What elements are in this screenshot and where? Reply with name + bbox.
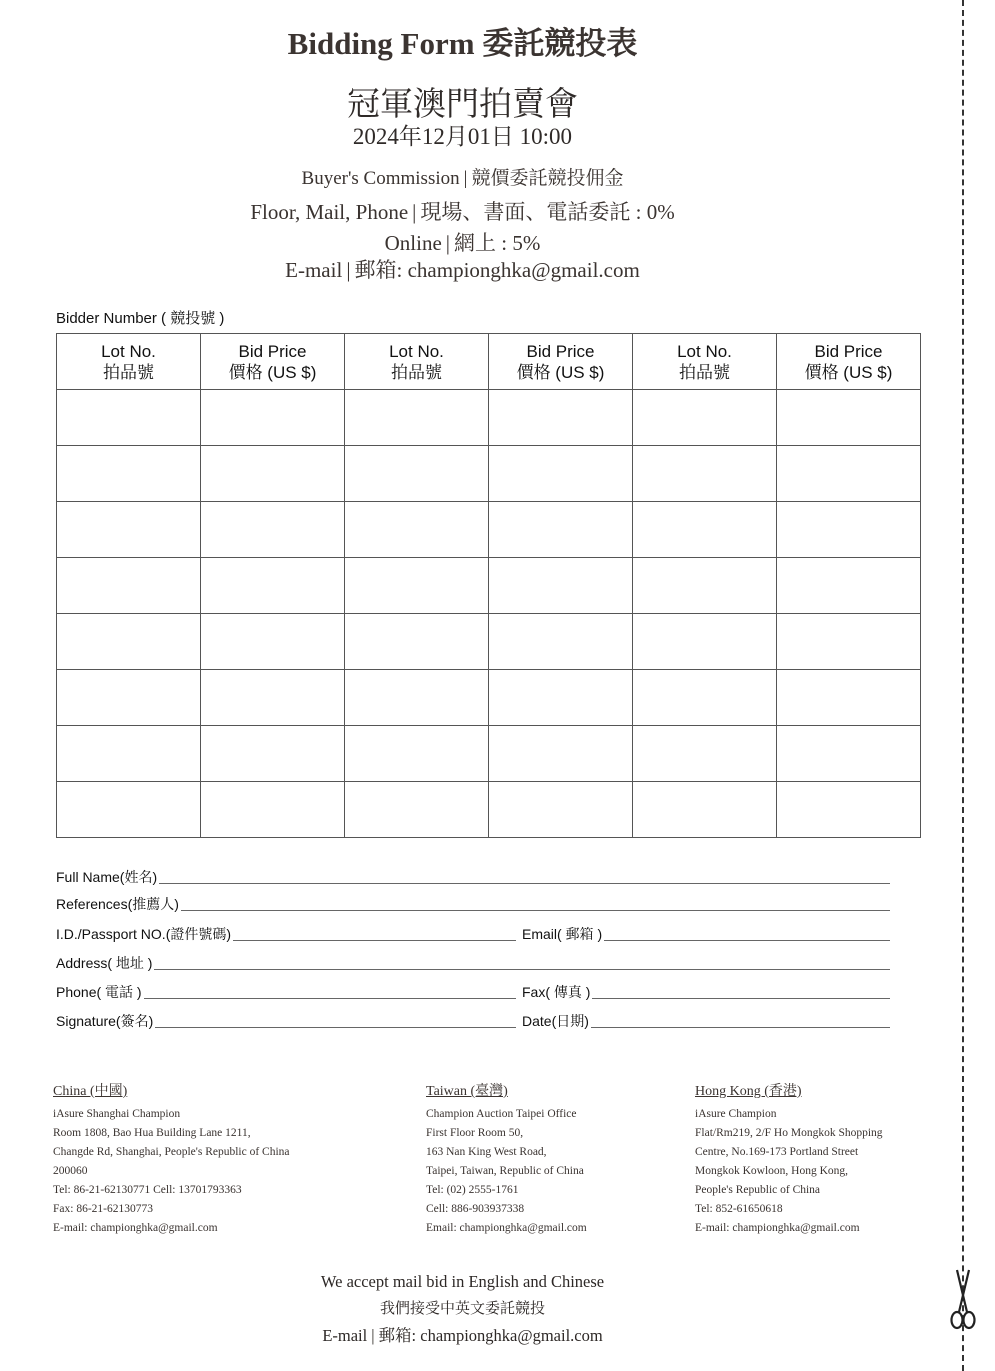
- office-line: People's Republic of China: [695, 1184, 821, 1196]
- bid-row: [57, 614, 921, 670]
- references-label: References(推薦人): [56, 896, 179, 912]
- office-line: Tel: 852-61650618: [695, 1203, 783, 1215]
- bid-price-cell[interactable]: [201, 614, 345, 670]
- office-line: E-mail: championghka@gmail.com: [53, 1222, 218, 1234]
- separator: |: [463, 168, 468, 189]
- email-label-en: E-mail: [285, 258, 343, 282]
- office-line: 163 Nan King West Road,: [426, 1146, 547, 1158]
- lot-no-cell[interactable]: [57, 726, 201, 782]
- bid-price-cell[interactable]: [201, 502, 345, 558]
- address-line[interactable]: [154, 968, 890, 970]
- lot-no-cell[interactable]: [633, 670, 777, 726]
- auction-datetime: 2024年12月01日 10:00: [352, 124, 573, 149]
- footer-line-en: We accept mail bid in English and Chinese: [320, 1272, 605, 1291]
- office-line: Cell: 886-903937338: [426, 1203, 525, 1215]
- lot-no-cell[interactable]: [57, 782, 201, 838]
- bid-row: [57, 446, 921, 502]
- column-header-en: Lot No.: [677, 341, 732, 361]
- bid-price-cell[interactable]: [489, 446, 633, 502]
- cut-line: [962, 0, 964, 1371]
- bid-row: [57, 390, 921, 446]
- lot-no-cell[interactable]: [633, 614, 777, 670]
- column-header-bid-price: [489, 334, 633, 390]
- office-taiwan: [426, 1082, 676, 1238]
- commission-title-zh: 競價委託競投佣金: [471, 168, 624, 189]
- column-header-bid-price: [201, 334, 345, 390]
- office-hongkong: [695, 1082, 935, 1238]
- commission-online: [0, 227, 925, 257]
- lot-no-cell[interactable]: [345, 726, 489, 782]
- bid-row: [57, 726, 921, 782]
- bid-row: [57, 558, 921, 614]
- full-name-line[interactable]: [159, 882, 890, 884]
- date-line[interactable]: [591, 1026, 890, 1028]
- fax-line[interactable]: [592, 997, 890, 999]
- commission-floor: [0, 196, 925, 226]
- id-passport-field[interactable]: [56, 924, 516, 944]
- commission-floor-en: Floor, Mail, Phone: [250, 200, 409, 224]
- date-label: Date(日期): [522, 1013, 589, 1029]
- signature-field[interactable]: [56, 1011, 516, 1031]
- lot-no-cell[interactable]: [345, 502, 489, 558]
- separator: |: [412, 200, 417, 224]
- lot-no-cell[interactable]: [345, 670, 489, 726]
- lot-no-cell[interactable]: [57, 670, 201, 726]
- form-title: Bidding Form 委託競投表: [287, 26, 638, 61]
- full-name-label: Full Name(姓名): [56, 869, 158, 885]
- column-header-lot-no: [345, 334, 489, 390]
- bid-row: [57, 670, 921, 726]
- lot-no-cell[interactable]: [633, 782, 777, 838]
- office-line: Email: championghka@gmail.com: [426, 1222, 587, 1234]
- bid-price-cell[interactable]: [777, 390, 921, 446]
- bid-price-cell[interactable]: [777, 614, 921, 670]
- phone-label: Phone( 電話 ): [56, 984, 142, 1000]
- commission-floor-zh: 現場、書面、電話委託 : 0%: [420, 200, 675, 224]
- lot-no-cell[interactable]: [345, 558, 489, 614]
- bid-table-header-row: [57, 334, 921, 390]
- contact-email-top: [0, 254, 925, 284]
- office-heading: Hong Kong (香港): [695, 1084, 802, 1099]
- bid-price-cell[interactable]: [489, 502, 633, 558]
- separator: |: [346, 258, 351, 282]
- bid-row: [57, 502, 921, 558]
- lot-no-cell[interactable]: [57, 390, 201, 446]
- lot-no-cell[interactable]: [633, 502, 777, 558]
- references-line[interactable]: [181, 909, 890, 911]
- bid-price-cell[interactable]: [777, 558, 921, 614]
- lot-no-cell[interactable]: [57, 558, 201, 614]
- signature-line[interactable]: [155, 1026, 516, 1028]
- office-line: iAsure Shanghai Champion: [53, 1108, 181, 1120]
- office-line: E-mail: championghka@gmail.com: [695, 1222, 860, 1234]
- footer-line-zh: 我們接受中英文委託競投: [379, 1301, 545, 1317]
- auction-name: 冠軍澳門拍賣會: [347, 87, 578, 123]
- bidder-number-label: Bidder Number ( 競投號 ): [56, 310, 225, 327]
- lot-no-cell[interactable]: [57, 614, 201, 670]
- lot-no-cell[interactable]: [57, 446, 201, 502]
- separator: |: [371, 1326, 375, 1345]
- phone-field[interactable]: [56, 982, 516, 1002]
- email-line[interactable]: [604, 939, 890, 941]
- column-header-en: Lot No.: [389, 341, 444, 361]
- column-header-zh: 拍品號: [679, 362, 730, 382]
- lot-no-cell[interactable]: [345, 614, 489, 670]
- full-name-field[interactable]: [56, 867, 890, 887]
- column-header-lot-no: [633, 334, 777, 390]
- fax-label: Fax( 傳真 ): [522, 984, 591, 1000]
- id-passport-label: I.D./Passport NO.(證件號碼): [56, 926, 232, 942]
- office-line: Mongkok Kowloon, Hong Kong,: [695, 1165, 849, 1177]
- bid-price-cell[interactable]: [201, 446, 345, 502]
- column-header-zh: 價格 (US $): [516, 362, 605, 382]
- commission-online-en: Online: [384, 231, 442, 255]
- scissors-icon: [948, 1268, 978, 1332]
- office-line: Tel: (02) 2555-1761: [426, 1184, 519, 1196]
- column-header-en: Bid Price: [526, 341, 595, 361]
- column-header-lot-no: [57, 334, 201, 390]
- commission-online-zh: 網上 : 5%: [454, 231, 541, 255]
- lot-no-cell[interactable]: [633, 558, 777, 614]
- office-line: iAsure Champion: [695, 1108, 777, 1120]
- lot-no-cell[interactable]: [633, 390, 777, 446]
- bid-price-cell[interactable]: [201, 670, 345, 726]
- lot-no-cell[interactable]: [345, 446, 489, 502]
- bid-price-cell[interactable]: [489, 726, 633, 782]
- commission-title-en: Buyer's Commission: [301, 168, 460, 189]
- column-header-en: Bid Price: [238, 341, 307, 361]
- phone-line[interactable]: [144, 997, 516, 999]
- office-line: Changde Rd, Shanghai, People's Republic of China: [53, 1146, 290, 1158]
- office-line: Tel: 86-21-62130771 Cell: 13701793363: [53, 1184, 242, 1196]
- bid-price-cell[interactable]: [201, 558, 345, 614]
- bid-price-cell[interactable]: [489, 782, 633, 838]
- office-line: Centre, No.169-173 Portland Street: [695, 1146, 859, 1158]
- date-field[interactable]: [522, 1011, 890, 1031]
- column-header-zh: 價格 (US $): [804, 362, 893, 382]
- signature-label: Signature(簽名): [56, 1013, 154, 1029]
- fax-field[interactable]: [522, 982, 890, 1002]
- bid-price-cell[interactable]: [201, 390, 345, 446]
- office-line: Champion Auction Taipei Office: [426, 1108, 577, 1120]
- email-value: 郵箱: championghka@gmail.com: [354, 258, 640, 282]
- lot-no-cell[interactable]: [57, 502, 201, 558]
- bid-price-cell[interactable]: [777, 670, 921, 726]
- office-heading: Taiwan (臺灣): [426, 1084, 508, 1099]
- bid-table: [56, 333, 921, 838]
- bid-price-cell[interactable]: [489, 558, 633, 614]
- bid-price-cell[interactable]: [201, 782, 345, 838]
- address-field[interactable]: [56, 953, 890, 973]
- footer-email-value: 郵箱: championghka@gmail.com: [378, 1326, 603, 1345]
- bid-price-cell[interactable]: [489, 614, 633, 670]
- bid-price-cell[interactable]: [777, 782, 921, 838]
- bid-price-cell[interactable]: [201, 726, 345, 782]
- address-label: Address( 地址 ): [56, 955, 153, 971]
- column-header-zh: 拍品號: [391, 362, 442, 382]
- lot-no-cell[interactable]: [633, 446, 777, 502]
- column-header-zh: 拍品號: [103, 362, 154, 382]
- column-header-en: Lot No.: [101, 341, 156, 361]
- commission-title: [0, 163, 925, 190]
- office-line: 200060: [53, 1165, 88, 1177]
- column-header-en: Bid Price: [814, 341, 883, 361]
- id-passport-line[interactable]: [233, 939, 516, 941]
- bid-price-cell[interactable]: [489, 670, 633, 726]
- bid-price-cell[interactable]: [777, 726, 921, 782]
- email-field[interactable]: [522, 924, 890, 944]
- footer-email-label: E-mail: [322, 1326, 368, 1345]
- separator: |: [445, 231, 451, 255]
- lot-no-cell[interactable]: [345, 782, 489, 838]
- column-header-zh: 價格 (US $): [228, 362, 317, 382]
- bid-price-cell[interactable]: [489, 390, 633, 446]
- column-header-bid-price: [777, 334, 921, 390]
- office-line: First Floor Room 50,: [426, 1127, 524, 1139]
- references-field[interactable]: [56, 894, 890, 914]
- office-line: Room 1808, Bao Hua Building Lane 1211,: [53, 1127, 251, 1139]
- office-heading: China (中國): [53, 1084, 128, 1099]
- footer-email: [0, 1322, 925, 1346]
- office-line: Taipei, Taiwan, Republic of China: [426, 1165, 584, 1177]
- bid-price-cell[interactable]: [777, 446, 921, 502]
- email-label: Email( 郵箱 ): [522, 926, 603, 942]
- bid-price-cell[interactable]: [777, 502, 921, 558]
- office-china: [53, 1082, 383, 1238]
- bid-row: [57, 782, 921, 838]
- office-line: Fax: 86-21-62130773: [53, 1203, 153, 1215]
- office-line: Flat/Rm219, 2/F Ho Mongkok Shopping: [695, 1127, 883, 1139]
- lot-no-cell[interactable]: [633, 726, 777, 782]
- lot-no-cell[interactable]: [345, 390, 489, 446]
